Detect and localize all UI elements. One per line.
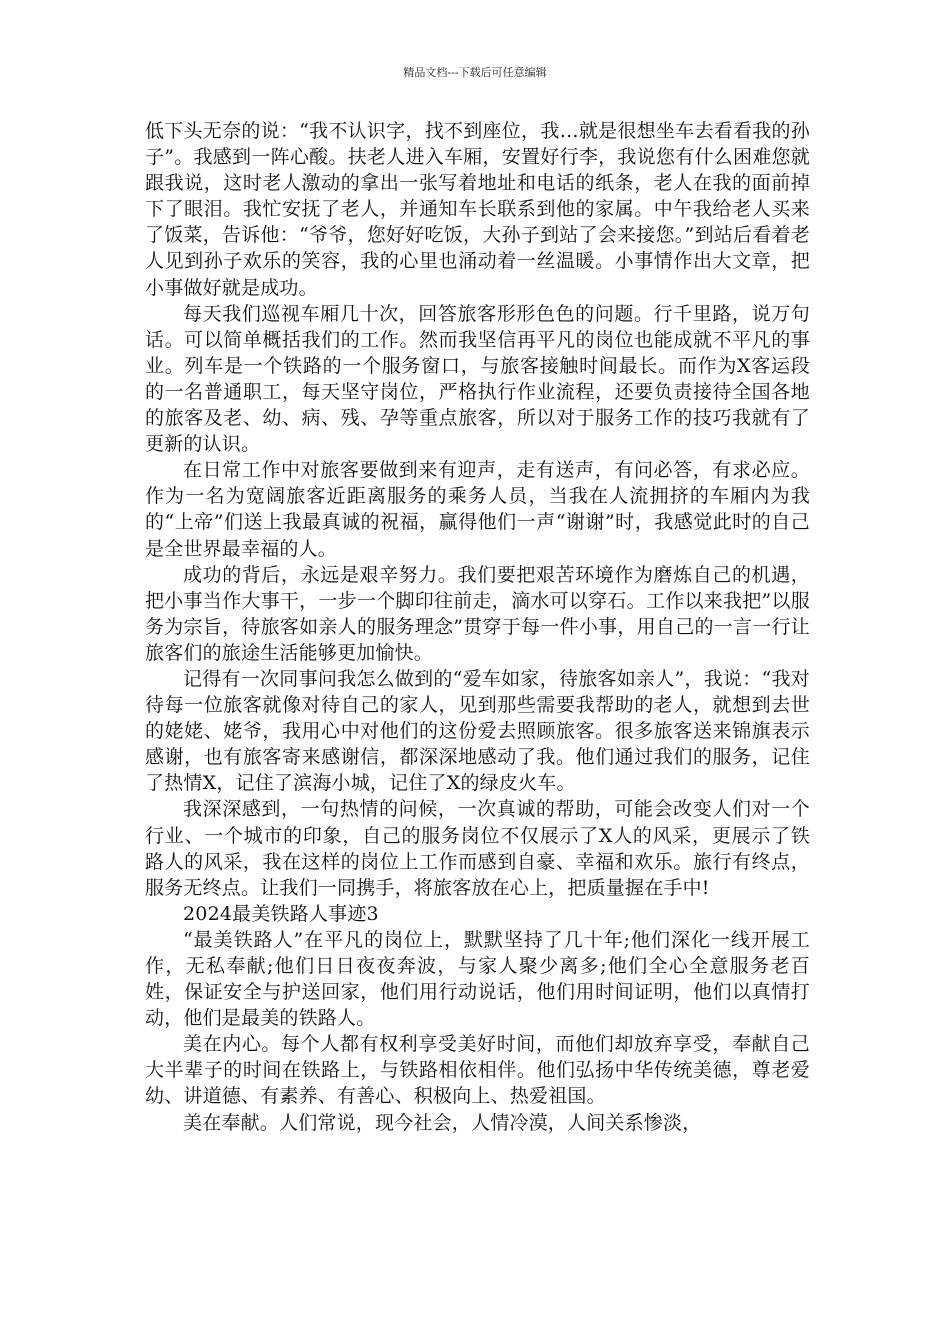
paragraph-9: 美在奉献。人们常说，现今社会，人情冷漠，人间关系惨淡， xyxy=(183,1111,702,1134)
paragraph-1: 低下头无奈的说：“我不认识字，找不到座位，我…就是很想坐车去看看我的孙子”。我感到一阵心酸。扶老人进入车厢，安置好行李，我说您有什么困难您就跟我说，这时老人激动的拿出一张写着地址和电话的纸条，老人在我的面前掉下了眼泪。我忙安抚了老人，并通知车长联系到他的家属。中午我给老人买来了饭菜，告诉他：“爷爷，您好好吃饭，大孙子到站了会来接您。”到站后看着老人见到孙子欢乐的笑容，我的心里也涌动着一丝温暖。小事情作出大文章，把小事做好就是成功。 xyxy=(145,120,810,299)
page-header: 精品文档---下载后可任意编辑 xyxy=(403,66,547,79)
paragraph-4: 成功的背后，永远是艰辛努力。我们要把艰苦环境作为磨炼自己的机遇，把小事当作大事干，一步一个脚印往前走，滴水可以穿石。工作以来我把”以服务为宗旨，待旅客如亲人的服务理念”贯穿于每一件小事，用自己的一言一行让旅客们的旅途生活能够更加愉快。 xyxy=(145,563,810,664)
paragraph-3: 在日常工作中对旅客要做到来有迎声，走有送声，有问必答，有求必应。作为一名为宽阔旅客近距离服务的乘务人员，当我在人流拥挤的车厢内为我的“上帝”们送上我最真诚的祝福，赢得他们一声“谢谢”时，我感觉此时的自己是全世界最幸福的人。 xyxy=(145,459,810,560)
section-heading: 2024最美铁路人事迹3 xyxy=(183,902,379,925)
paragraph-6: 我深深感到，一句热情的问候，一次真诚的帮助，可能会改变人们对一个行业、一个城市的印象，自己的服务岗位不仅展示了X人的风采，更展示了铁路人的风采，我在这样的岗位上工作而感到自豪、幸福和欢乐。旅行有终点，服务无终点。让我们一同携手，将旅客放在心上，把质量握在手中! xyxy=(145,798,810,899)
paragraph-7: “最美铁路人”在平凡的岗位上，默默坚持了几十年;他们深化一线开展工作，无私奉献;他们日日夜夜奔波，与家人聚少离多;他们全心全意服务老百姓，保证安全与护送回家，他们用行动说话，他们用时间证明，他们以真情打动，他们是最美的铁路人。 xyxy=(145,928,810,1030)
paragraph-2: 每天我们巡视车厢几十次，回答旅客形形色色的问题。行千里路，说万句话。可以简单概括我们的工作。然而我坚信再平凡的岗位也能成就不平凡的事业。列车是一个铁路的一个服务窗口，与旅客接触时间最长。而作为X客运段的一名普通职工，每天坚守岗位，严格执行作业流程，还要负责接待全国各地的旅客及老、幼、病、残、孕等重点旅客，所以对于服务工作的技巧我就有了更新的认识。 xyxy=(145,302,810,456)
paragraph-5: 记得有一次同事问我怎么做到的“爱车如家，待旅客如亲人”，我说：“我对待每一位旅客就像对待自己的家人，见到那些需要我帮助的老人，就想到去世的姥姥、姥爷，我用心中对他们的这份爱去照顾旅客。很多旅客送来锦旗表示感谢，也有旅客寄来感谢信，都深深地感动了我。他们通过我们的服务，记住了热情X，记住了滨海小城，记住了X的绿皮火车。 xyxy=(145,667,810,795)
paragraph-8: 美在内心。每个人都有权利享受美好时间，而他们却放弃享受，奉献自己大半辈子的时间在铁路上，与铁路相依相伴。他们弘扬中华传统美德，尊老爱幼、讲道德、有素养、有善心、积极向上、热爱祖国。 xyxy=(145,1033,810,1108)
document-body xyxy=(145,118,810,1136)
